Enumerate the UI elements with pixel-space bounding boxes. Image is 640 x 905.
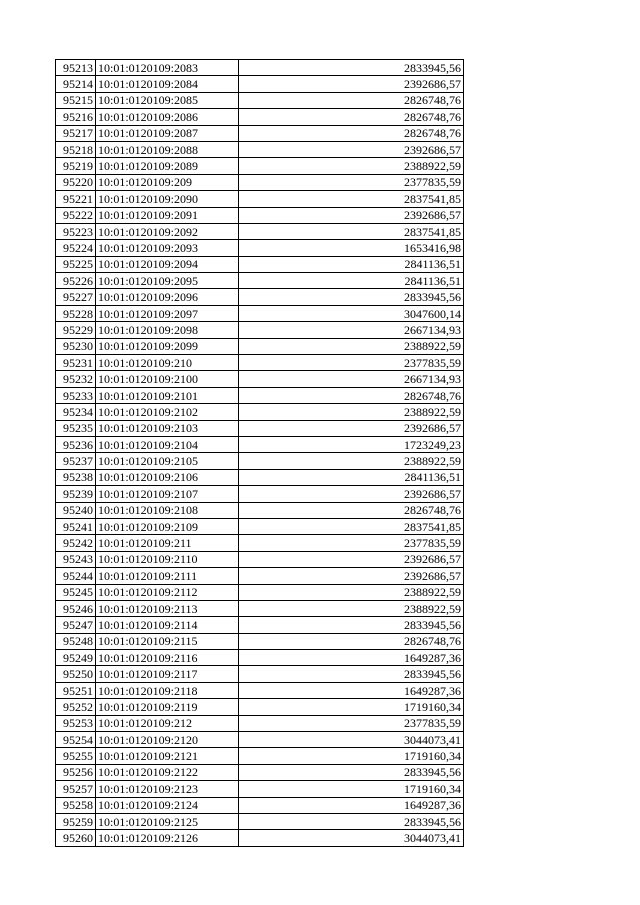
table-row <box>56 125 464 141</box>
cadastral-value-cell: 2826748,76 <box>239 633 464 649</box>
row-number-cell: 95245 <box>56 584 96 600</box>
row-number-cell: 95240 <box>56 502 96 518</box>
table-row <box>56 387 464 403</box>
row-number-cell: 95246 <box>56 600 96 616</box>
cadastral-number-cell: 10:01:0120109:2093 <box>96 240 239 256</box>
cadastral-number-cell: 10:01:0120109:2121 <box>96 748 239 764</box>
cadastral-number-cell: 10:01:0120109:2084 <box>96 76 239 92</box>
cadastral-value-cell: 2837541,85 <box>239 191 464 207</box>
cadastral-value-cell: 1723249,23 <box>239 436 464 452</box>
table-row <box>56 617 464 633</box>
cadastral-number-cell: 10:01:0120109:2123 <box>96 781 239 797</box>
cadastral-value-cell: 2841136,51 <box>239 273 464 289</box>
row-number-cell: 95248 <box>56 633 96 649</box>
table-row <box>56 682 464 698</box>
cadastral-value-cell: 2841136,51 <box>239 469 464 485</box>
cadastral-value-cell: 1649287,36 <box>239 682 464 698</box>
cadastral-number-cell: 10:01:0120109:2102 <box>96 404 239 420</box>
table-row <box>56 420 464 436</box>
row-number-cell: 95260 <box>56 830 96 846</box>
table-row <box>56 109 464 125</box>
cadastral-value-cell: 2392686,57 <box>239 141 464 157</box>
cadastral-value-cell: 2377835,59 <box>239 535 464 551</box>
cadastral-number-cell: 10:01:0120109:2117 <box>96 666 239 682</box>
row-number-cell: 95227 <box>56 289 96 305</box>
cadastral-value-cell: 2392686,57 <box>239 551 464 567</box>
cadastral-number-cell: 10:01:0120109:2112 <box>96 584 239 600</box>
table-row <box>56 436 464 452</box>
table-row <box>56 289 464 305</box>
cadastral-number-cell: 10:01:0120109:2109 <box>96 518 239 534</box>
row-number-cell: 95215 <box>56 92 96 108</box>
table-row <box>56 551 464 567</box>
cadastral-number-cell: 10:01:0120109:2107 <box>96 486 239 502</box>
cadastral-number-cell: 10:01:0120109:2122 <box>96 764 239 780</box>
cadastral-value-cell: 2837541,85 <box>239 518 464 534</box>
row-number-cell: 95250 <box>56 666 96 682</box>
table-row <box>56 781 464 797</box>
cadastral-number-cell: 10:01:0120109:2090 <box>96 191 239 207</box>
row-number-cell: 95220 <box>56 174 96 190</box>
cadastral-value-cell: 2833945,56 <box>239 289 464 305</box>
row-number-cell: 95238 <box>56 469 96 485</box>
cadastral-number-cell: 10:01:0120109:2124 <box>96 797 239 813</box>
cadastral-value-cell: 2837541,85 <box>239 223 464 239</box>
table-row <box>56 355 464 371</box>
table-row <box>56 240 464 256</box>
cadastral-value-cell: 2833945,56 <box>239 764 464 780</box>
table-body <box>56 60 464 847</box>
cadastral-value-cell: 2841136,51 <box>239 256 464 272</box>
row-number-cell: 95229 <box>56 322 96 338</box>
cadastral-value-cell: 2833945,56 <box>239 813 464 829</box>
cadastral-value-cell: 2667134,93 <box>239 371 464 387</box>
table-row <box>56 322 464 338</box>
cadastral-number-cell: 10:01:0120109:2108 <box>96 502 239 518</box>
cadastral-number-cell: 10:01:0120109:2111 <box>96 568 239 584</box>
cadastral-value-cell: 1649287,36 <box>239 650 464 666</box>
table-row <box>56 650 464 666</box>
table-row <box>56 797 464 813</box>
cadastral-value-cell: 2826748,76 <box>239 387 464 403</box>
cadastral-number-cell: 10:01:0120109:2120 <box>96 732 239 748</box>
row-number-cell: 95219 <box>56 158 96 174</box>
cadastral-number-cell: 10:01:0120109:2114 <box>96 617 239 633</box>
cadastral-number-cell: 10:01:0120109:2096 <box>96 289 239 305</box>
row-number-cell: 95252 <box>56 699 96 715</box>
cadastral-value-cell: 1649287,36 <box>239 797 464 813</box>
cadastral-number-cell: 10:01:0120109:212 <box>96 715 239 731</box>
row-number-cell: 95214 <box>56 76 96 92</box>
cadastral-number-cell: 10:01:0120109:2103 <box>96 420 239 436</box>
cadastral-number-cell: 10:01:0120109:210 <box>96 355 239 371</box>
table-row <box>56 404 464 420</box>
cadastral-number-cell: 10:01:0120109:2113 <box>96 600 239 616</box>
cadastral-number-cell: 10:01:0120109:2092 <box>96 223 239 239</box>
cadastral-value-table <box>55 59 464 847</box>
table-row <box>56 305 464 321</box>
cadastral-value-cell: 2667134,93 <box>239 322 464 338</box>
cadastral-number-cell: 10:01:0120109:2089 <box>96 158 239 174</box>
cadastral-value-cell: 2392686,57 <box>239 207 464 223</box>
cadastral-number-cell: 10:01:0120109:2115 <box>96 633 239 649</box>
cadastral-value-cell: 2833945,56 <box>239 60 464 76</box>
cadastral-value-cell: 2392686,57 <box>239 568 464 584</box>
cadastral-number-cell: 10:01:0120109:2119 <box>96 699 239 715</box>
cadastral-number-cell: 10:01:0120109:2126 <box>96 830 239 846</box>
cadastral-value-cell: 3044073,41 <box>239 732 464 748</box>
row-number-cell: 95235 <box>56 420 96 436</box>
table-row <box>56 371 464 387</box>
cadastral-number-cell: 10:01:0120109:2088 <box>96 141 239 157</box>
cadastral-value-cell: 2377835,59 <box>239 174 464 190</box>
table-row <box>56 453 464 469</box>
cadastral-value-cell: 3047600,14 <box>239 305 464 321</box>
table-row <box>56 699 464 715</box>
cadastral-number-cell: 10:01:0120109:2100 <box>96 371 239 387</box>
cadastral-value-cell: 2388922,59 <box>239 404 464 420</box>
table-row <box>56 584 464 600</box>
row-number-cell: 95223 <box>56 223 96 239</box>
table-row <box>56 76 464 92</box>
cadastral-value-cell: 2833945,56 <box>239 617 464 633</box>
cadastral-number-cell: 10:01:0120109:2118 <box>96 682 239 698</box>
cadastral-value-cell: 2826748,76 <box>239 502 464 518</box>
row-number-cell: 95244 <box>56 568 96 584</box>
cadastral-number-cell: 10:01:0120109:2116 <box>96 650 239 666</box>
cadastral-number-cell: 10:01:0120109:2101 <box>96 387 239 403</box>
cadastral-number-cell: 10:01:0120109:2085 <box>96 92 239 108</box>
cadastral-number-cell: 10:01:0120109:2099 <box>96 338 239 354</box>
table-row <box>56 748 464 764</box>
cadastral-value-cell: 2826748,76 <box>239 109 464 125</box>
row-number-cell: 95225 <box>56 256 96 272</box>
cadastral-value-cell: 2388922,59 <box>239 600 464 616</box>
cadastral-value-cell: 2826748,76 <box>239 92 464 108</box>
cadastral-number-cell: 10:01:0120109:2095 <box>96 273 239 289</box>
row-number-cell: 95236 <box>56 436 96 452</box>
row-number-cell: 95222 <box>56 207 96 223</box>
cadastral-value-cell: 2833945,56 <box>239 666 464 682</box>
row-number-cell: 95241 <box>56 518 96 534</box>
cadastral-number-cell: 10:01:0120109:2110 <box>96 551 239 567</box>
cadastral-number-cell: 10:01:0120109:2087 <box>96 125 239 141</box>
table-row <box>56 256 464 272</box>
table-row <box>56 666 464 682</box>
row-number-cell: 95257 <box>56 781 96 797</box>
row-number-cell: 95258 <box>56 797 96 813</box>
cadastral-number-cell: 10:01:0120109:2091 <box>96 207 239 223</box>
table-row <box>56 141 464 157</box>
cadastral-number-cell: 10:01:0120109:2094 <box>96 256 239 272</box>
table-row <box>56 174 464 190</box>
row-number-cell: 95259 <box>56 813 96 829</box>
table-row <box>56 469 464 485</box>
table-row <box>56 813 464 829</box>
cadastral-value-cell: 1719160,34 <box>239 748 464 764</box>
table-row <box>56 764 464 780</box>
table-row <box>56 518 464 534</box>
table-row <box>56 207 464 223</box>
row-number-cell: 95233 <box>56 387 96 403</box>
row-number-cell: 95237 <box>56 453 96 469</box>
cadastral-number-cell: 10:01:0120109:209 <box>96 174 239 190</box>
row-number-cell: 95243 <box>56 551 96 567</box>
row-number-cell: 95217 <box>56 125 96 141</box>
table-row <box>56 486 464 502</box>
table-row <box>56 273 464 289</box>
table-row <box>56 92 464 108</box>
cadastral-value-cell: 2826748,76 <box>239 125 464 141</box>
cadastral-number-cell: 10:01:0120109:2086 <box>96 109 239 125</box>
row-number-cell: 95253 <box>56 715 96 731</box>
cadastral-number-cell: 10:01:0120109:211 <box>96 535 239 551</box>
table-row <box>56 633 464 649</box>
cadastral-value-cell: 2388922,59 <box>239 584 464 600</box>
row-number-cell: 95247 <box>56 617 96 633</box>
row-number-cell: 95218 <box>56 141 96 157</box>
row-number-cell: 95239 <box>56 486 96 502</box>
row-number-cell: 95232 <box>56 371 96 387</box>
cadastral-value-cell: 2377835,59 <box>239 355 464 371</box>
cadastral-value-cell: 2392686,57 <box>239 420 464 436</box>
cadastral-value-cell: 2388922,59 <box>239 338 464 354</box>
table-row <box>56 732 464 748</box>
row-number-cell: 95256 <box>56 764 96 780</box>
cadastral-number-cell: 10:01:0120109:2083 <box>96 60 239 76</box>
cadastral-value-cell: 3044073,41 <box>239 830 464 846</box>
cadastral-number-cell: 10:01:0120109:2105 <box>96 453 239 469</box>
cadastral-value-cell: 1719160,34 <box>239 781 464 797</box>
table-row <box>56 830 464 846</box>
row-number-cell: 95228 <box>56 305 96 321</box>
table-row <box>56 223 464 239</box>
cadastral-value-cell: 2388922,59 <box>239 453 464 469</box>
cadastral-value-cell: 2392686,57 <box>239 76 464 92</box>
row-number-cell: 95230 <box>56 338 96 354</box>
table-row <box>56 158 464 174</box>
cadastral-number-cell: 10:01:0120109:2097 <box>96 305 239 321</box>
cadastral-value-cell: 1719160,34 <box>239 699 464 715</box>
row-number-cell: 95234 <box>56 404 96 420</box>
table-row <box>56 60 464 76</box>
row-number-cell: 95231 <box>56 355 96 371</box>
cadastral-number-cell: 10:01:0120109:2125 <box>96 813 239 829</box>
cadastral-value-cell: 1653416,98 <box>239 240 464 256</box>
row-number-cell: 95224 <box>56 240 96 256</box>
row-number-cell: 95226 <box>56 273 96 289</box>
row-number-cell: 95255 <box>56 748 96 764</box>
cadastral-number-cell: 10:01:0120109:2098 <box>96 322 239 338</box>
table-row <box>56 502 464 518</box>
cadastral-number-cell: 10:01:0120109:2104 <box>96 436 239 452</box>
cadastral-number-cell: 10:01:0120109:2106 <box>96 469 239 485</box>
cadastral-value-cell: 2377835,59 <box>239 715 464 731</box>
table-row <box>56 338 464 354</box>
row-number-cell: 95242 <box>56 535 96 551</box>
row-number-cell: 95251 <box>56 682 96 698</box>
table-row <box>56 535 464 551</box>
table-row <box>56 715 464 731</box>
row-number-cell: 95216 <box>56 109 96 125</box>
cadastral-value-cell: 2388922,59 <box>239 158 464 174</box>
row-number-cell: 95213 <box>56 60 96 76</box>
row-number-cell: 95254 <box>56 732 96 748</box>
row-number-cell: 95249 <box>56 650 96 666</box>
cadastral-value-cell: 2392686,57 <box>239 486 464 502</box>
table-row <box>56 600 464 616</box>
row-number-cell: 95221 <box>56 191 96 207</box>
table-row <box>56 191 464 207</box>
table-row <box>56 568 464 584</box>
